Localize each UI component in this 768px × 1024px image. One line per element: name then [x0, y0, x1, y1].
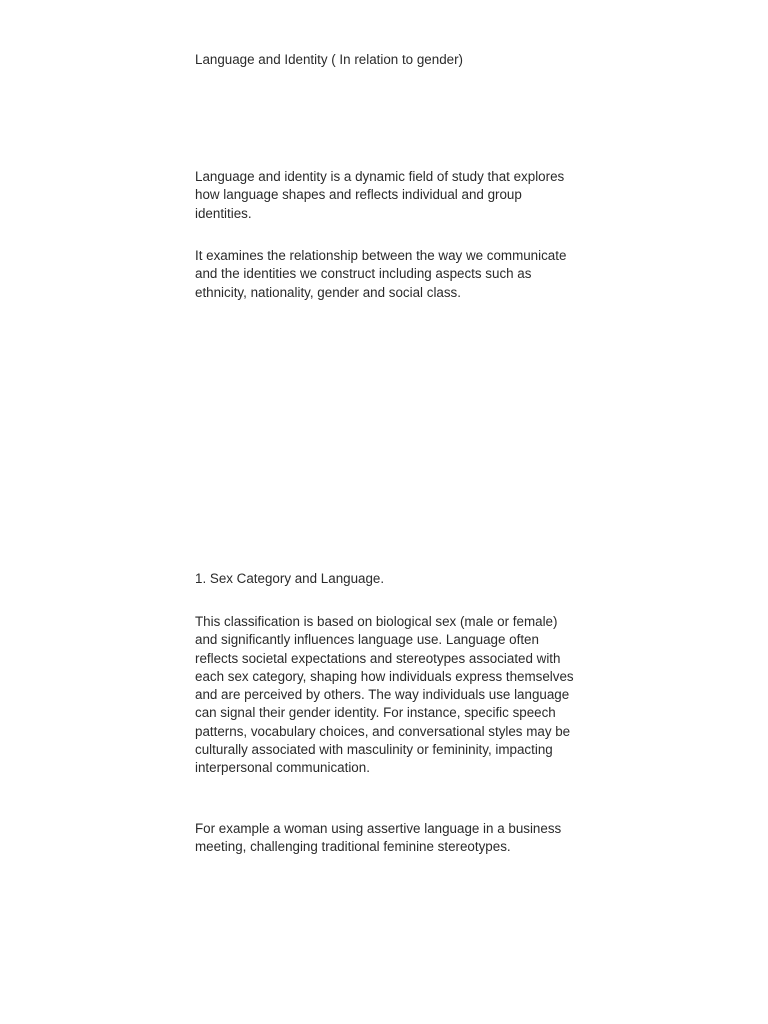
example-paragraph: For example a woman using assertive language in a business meeting, challenging traditional feminine stereotypes.: [195, 821, 562, 855]
intro-paragraph: Language and identity is a dynamic field of study that explores how language shapes and reflects individual and group identities.: [195, 169, 565, 221]
second-paragraph: It examines the relationship between the way we communicate and the identities we construct including aspects such as ethnicity, nationality, gender and social class.: [195, 248, 567, 300]
section-heading: 1. Sex Category and Language.: [195, 571, 385, 586]
document-title: Language and Identity ( In relation to gender): [195, 52, 464, 67]
section-paragraph: This classification is based on biological sex (male or female) and significantly influences language use. Language often reflects societal expectations and stereotypes associated with each sex category, shaping how individuals express themselves and are perceived by others. The way individuals use language can signal their gender identity. For instance, specific speech patterns, vocabulary choices, and conversational styles may be culturally associated with masculinity or femininity, impacting interpersonal communication.: [195, 614, 574, 776]
